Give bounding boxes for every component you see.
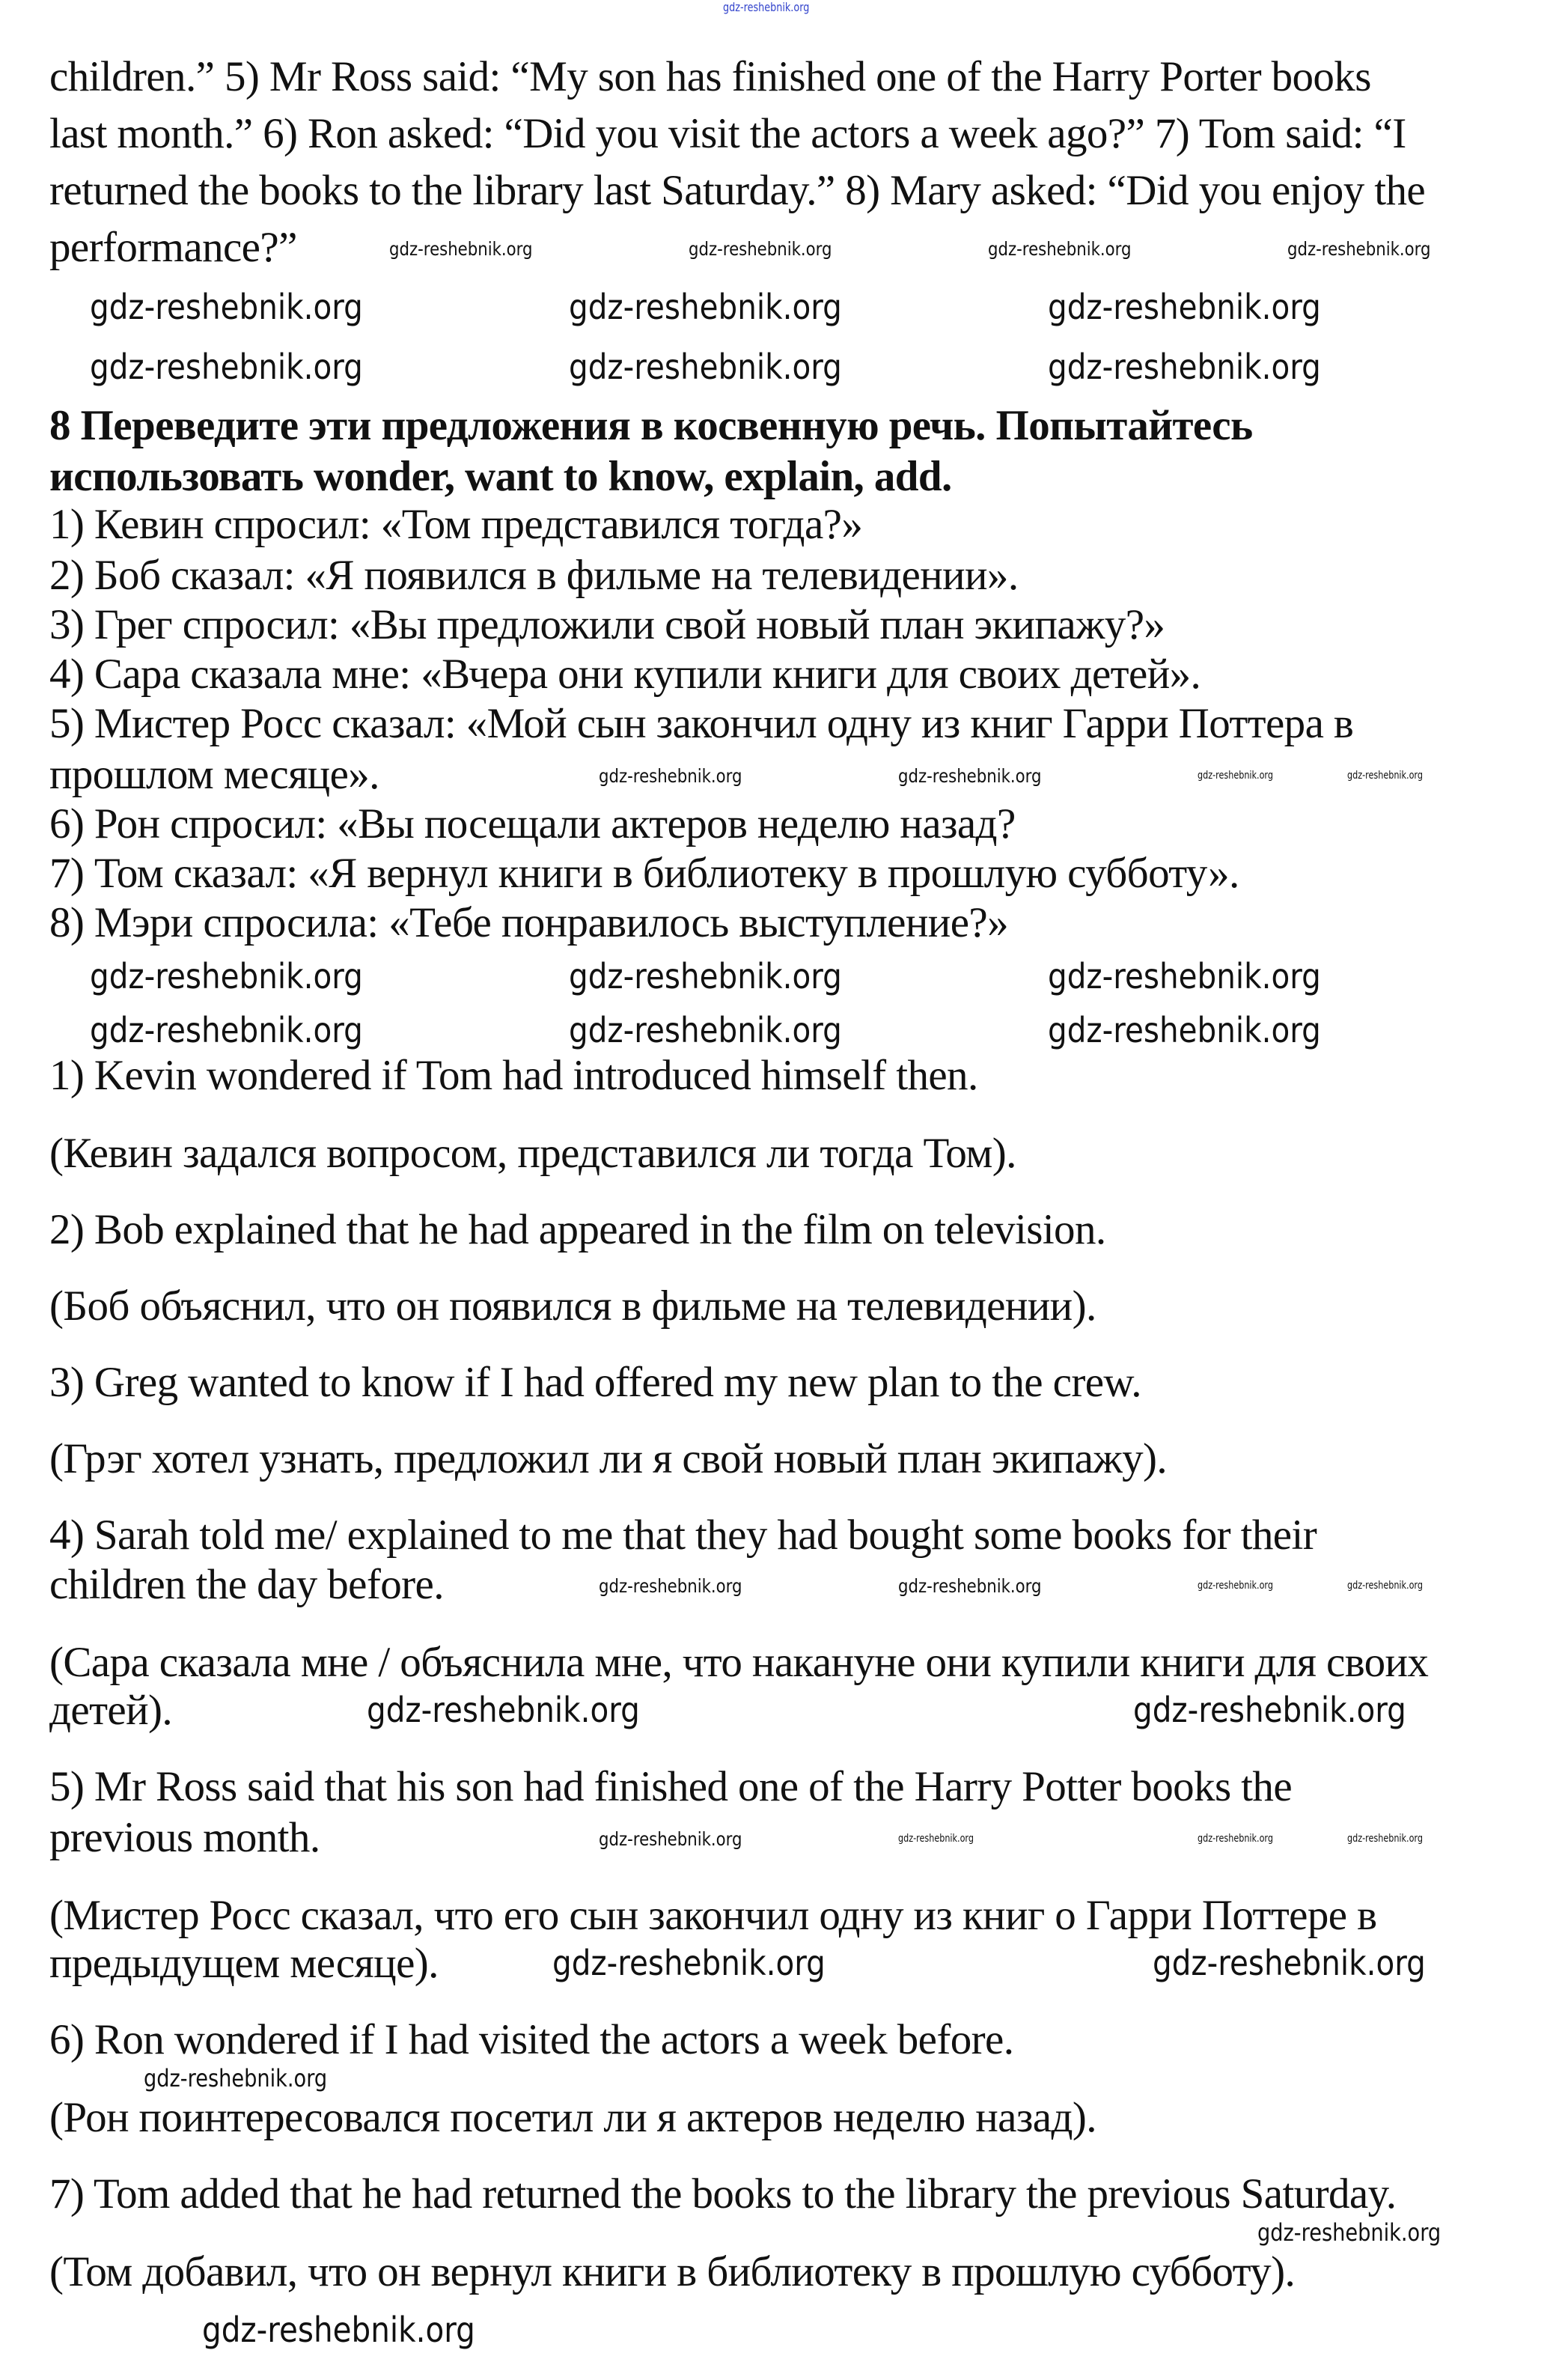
watermark: gdz-reshebnik.org [90, 956, 363, 996]
watermark: gdz-reshebnik.org [389, 237, 533, 260]
text-line: (Боб объяснил, что он появился в фильме на телевидении). [49, 1282, 1096, 1330]
watermark: gdz-reshebnik.org [689, 237, 832, 260]
watermark: gdz-reshebnik.org [599, 1827, 742, 1850]
text-line: 8) Мэри спросила: «Тебе понравилось выступление?» [49, 899, 1008, 946]
watermark: gdz-reshebnik.org [1048, 1010, 1321, 1050]
watermark: gdz-reshebnik.org [1347, 770, 1423, 782]
text-line: прошлом месяце». [49, 751, 379, 798]
text-line: 3) Greg wanted to know if I had offered my new plan to the crew. [49, 1359, 1141, 1406]
watermark: gdz-reshebnik.org [898, 1833, 974, 1845]
text-line: (Мистер Росс сказал, что его сын закончил одну из книг о Гарри Поттере в [49, 1892, 1377, 1939]
text-line: 6) Ron wondered if I had visited the actors a week before. [49, 2016, 1014, 2063]
text-line: (Кевин задался вопросом, представился ли тогда Том). [49, 1130, 1016, 1177]
watermark: gdz-reshebnik.org [569, 287, 842, 327]
watermark: gdz-reshebnik.org [1347, 1833, 1423, 1845]
exercise-heading-line: использовать wonder, want to know, explain, add. [49, 453, 952, 500]
text-line: children.” 5) Mr Ross said: “My son has finished one of the Harry Porter books [49, 53, 1371, 100]
text-line: performance?” [49, 224, 297, 271]
watermark: gdz-reshebnik.org [569, 956, 842, 996]
watermark: gdz-reshebnik.org [599, 1574, 742, 1597]
watermark: gdz-reshebnik.org [1048, 956, 1321, 996]
text-line: 6) Рон спросил: «Вы посещали актеров неделю назад? [49, 800, 1016, 847]
text-line: 5) Mr Ross said that his son had finished one of the Harry Potter books the [49, 1763, 1293, 1810]
watermark: gdz-reshebnik.org [1153, 1943, 1426, 1983]
watermark: gdz-reshebnik.org [988, 237, 1132, 260]
watermark: gdz-reshebnik.org [599, 764, 742, 787]
watermark: gdz-reshebnik.org [144, 2064, 328, 2092]
text-line: 2) Боб сказал: «Я появился в фильме на телевидении». [49, 552, 1019, 599]
watermark: gdz-reshebnik.org [1347, 1580, 1423, 1592]
watermark: gdz-reshebnik.org [1048, 287, 1321, 327]
watermark: gdz-reshebnik.org [90, 1010, 363, 1050]
watermark: gdz-reshebnik.org [723, 0, 810, 14]
exercise-heading-line: 8 Переведите эти предложения в косвенную речь. Попытайтесь [49, 402, 1253, 449]
text-line: 7) Том сказал: «Я вернул книги в библиотеку в прошлую субботу». [49, 850, 1239, 897]
watermark: gdz-reshebnik.org [1257, 2218, 1442, 2247]
text-line: 7) Tom added that he had returned the books to the library the previous Saturday. [49, 2170, 1397, 2218]
watermark: gdz-reshebnik.org [1198, 1833, 1273, 1845]
watermark: gdz-reshebnik.org [569, 347, 842, 387]
watermark: gdz-reshebnik.org [1198, 1580, 1273, 1592]
text-line: предыдущем месяце). [49, 1940, 439, 1987]
watermark: gdz-reshebnik.org [367, 1690, 640, 1730]
watermark: gdz-reshebnik.org [1048, 347, 1321, 387]
watermark: gdz-reshebnik.org [90, 287, 363, 327]
text-line: (Сара сказала мне / объяснила мне, что накануне они купили книги для своих [49, 1639, 1429, 1686]
text-line: (Рон поинтересовался посетил ли я актеров неделю назад). [49, 2094, 1096, 2141]
watermark: gdz-reshebnik.org [569, 1010, 842, 1050]
text-line: 1) Кевин спросил: «Том представился тогда?» [49, 501, 863, 548]
watermark: gdz-reshebnik.org [898, 1574, 1042, 1597]
text-line: (Грэг хотел узнать, предложил ли я свой новый план экипажу). [49, 1435, 1168, 1482]
watermark: gdz-reshebnik.org [1287, 237, 1431, 260]
text-line: children the day before. [49, 1561, 444, 1608]
watermark: gdz-reshebnik.org [1133, 1690, 1406, 1730]
watermark: gdz-reshebnik.org [1198, 770, 1273, 782]
text-line: 2) Bob explained that he had appeared in the film on television. [49, 1206, 1106, 1253]
watermark: gdz-reshebnik.org [898, 764, 1042, 787]
text-line: previous month. [49, 1814, 320, 1861]
text-line: last month.” 6) Ron asked: “Did you visit the actors a week ago?” 7) Tom said: “I [49, 110, 1406, 157]
text-line: 5) Мистер Росс сказал: «Мой сын закончил одну из книг Гарри Поттера в [49, 700, 1354, 747]
text-line: 4) Сара сказала мне: «Вчера они купили книги для своих детей». [49, 651, 1201, 698]
watermark: gdz-reshebnik.org [202, 2310, 475, 2350]
text-line: returned the books to the library last Saturday.” 8) Mary asked: “Did you enjoy the [49, 167, 1426, 214]
text-line: детей). [49, 1687, 173, 1734]
text-line: (Том добавил, что он вернул книги в библиотеку в прошлую субботу). [49, 2248, 1296, 2295]
text-line: 3) Грег спросил: «Вы предложили свой новый план экипажу?» [49, 601, 1165, 648]
watermark: gdz-reshebnik.org [90, 347, 363, 387]
watermark: gdz-reshebnik.org [552, 1943, 826, 1983]
text-line: 4) Sarah told me/ explained to me that they had bought some books for their [49, 1512, 1317, 1559]
text-line: 1) Kevin wondered if Tom had introduced himself then. [49, 1052, 978, 1099]
